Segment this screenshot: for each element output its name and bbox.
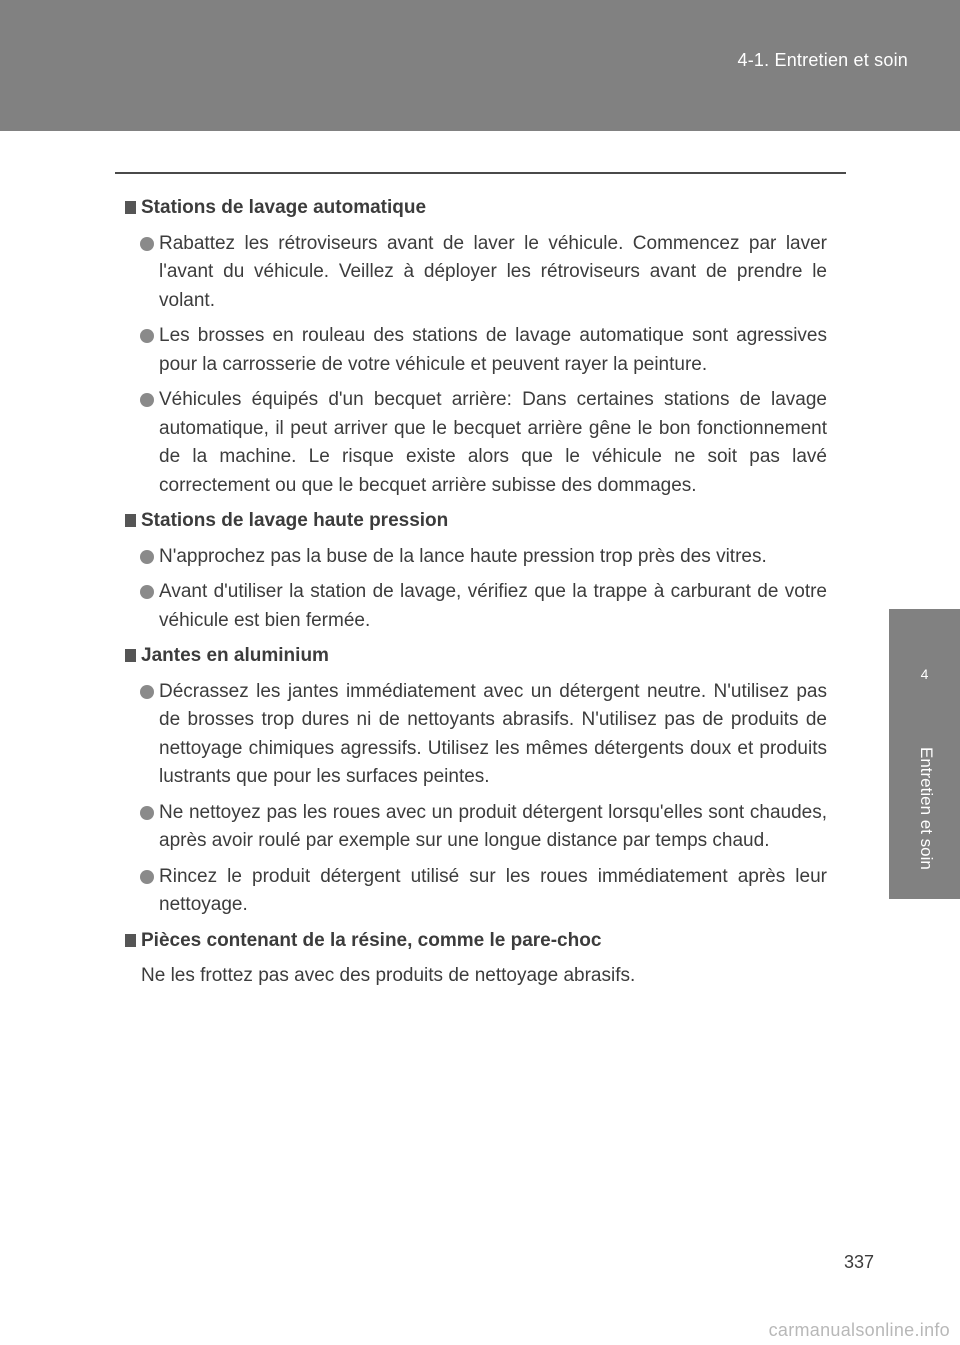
section-heading <box>125 927 827 956</box>
square-bullet-icon <box>125 514 136 527</box>
circle-bullet-icon <box>140 550 154 564</box>
page-content <box>125 194 827 991</box>
chapter-number: 4 <box>920 666 929 682</box>
section-heading-text: Jantes en aluminium <box>141 645 329 666</box>
page-number: 337 <box>843 1252 874 1272</box>
square-bullet-icon <box>125 649 136 662</box>
watermark: carmanualsonline.info <box>768 1320 950 1340</box>
list-item-text: Véhicules équipés d'un becquet arrière: Dans certaines stations de lavage automatique, il peut arriver que le becquet arrière gêne le bon fonctionnement de la machine. Le risque existe alors que le véhicule ne soit pas lavé correctement ou que le becquet arrière subisse des dommages. <box>159 389 827 496</box>
section-heading-text: Stations de lavage automatique <box>141 197 427 218</box>
circle-bullet-icon <box>140 329 154 343</box>
list-item-text: Les brosses en rouleau des stations de lavage automatique sont agressives pour la carrosserie de votre véhicule et peuvent rayer la peinture. <box>159 325 827 375</box>
list-item-text: Décrassez les jantes immédiatement avec un détergent neutre. N'utilisez pas de brosses trop dures ni de nettoyants abrasifs. N'utilisez pas de produits de nettoyage chimiques agressifs. Utilisez les mêmes détergents doux et produits lustrants que pour les surfaces peintes. <box>159 680 827 787</box>
list-item <box>125 230 827 316</box>
list-item-text: Rincez le produit détergent utilisé sur les roues immédiatement après leur nettoyage. <box>159 865 827 915</box>
circle-bullet-icon <box>140 585 154 599</box>
list-item <box>125 322 827 379</box>
circle-bullet-icon <box>140 393 154 407</box>
circle-bullet-icon <box>140 237 154 251</box>
circle-bullet-icon <box>140 806 154 820</box>
square-bullet-icon <box>125 934 136 947</box>
square-bullet-icon <box>125 201 136 214</box>
section-heading-text: Pièces contenant de la résine, comme le pare-choc <box>141 929 602 951</box>
list-item <box>125 543 827 572</box>
header-band <box>0 0 960 131</box>
list-item-text: Ne nettoyez pas les roues avec un produit détergent lorsqu'elles sont chaudes, après avoir roulé par exemple sur une longue distance par temps chaud. <box>159 801 827 851</box>
list-item <box>125 863 827 920</box>
list-item <box>125 799 827 856</box>
list-item <box>125 386 827 500</box>
chapter-label: Entretien et soin <box>917 747 936 870</box>
section-paragraph: Ne les frottez pas avec des produits de nettoyage abrasifs. <box>141 965 636 986</box>
section-heading <box>125 642 827 671</box>
list-item-text: Avant d'utiliser la station de lavage, vérifiez que la trappe à carburant de votre véhicule est bien fermée. <box>159 581 827 631</box>
section-heading <box>125 194 827 223</box>
section-title: 4-1. Entretien et soin <box>737 50 908 70</box>
section-heading-text: Stations de lavage haute pression <box>141 510 449 531</box>
section-heading <box>125 507 827 536</box>
list-item <box>125 678 827 792</box>
list-item-text: N'approchez pas la buse de la lance haute pression trop près des vitres. <box>159 545 767 567</box>
list-item <box>125 578 827 635</box>
list-item-text: Rabattez les rétroviseurs avant de laver le véhicule. Commencez par laver l'avant du véhicule. Veillez à déployer les rétroviseurs avant de prendre le volant. <box>159 232 827 311</box>
circle-bullet-icon <box>140 685 154 699</box>
header-rule <box>115 172 846 174</box>
chapter-side-tab <box>889 609 960 899</box>
circle-bullet-icon <box>140 870 154 884</box>
